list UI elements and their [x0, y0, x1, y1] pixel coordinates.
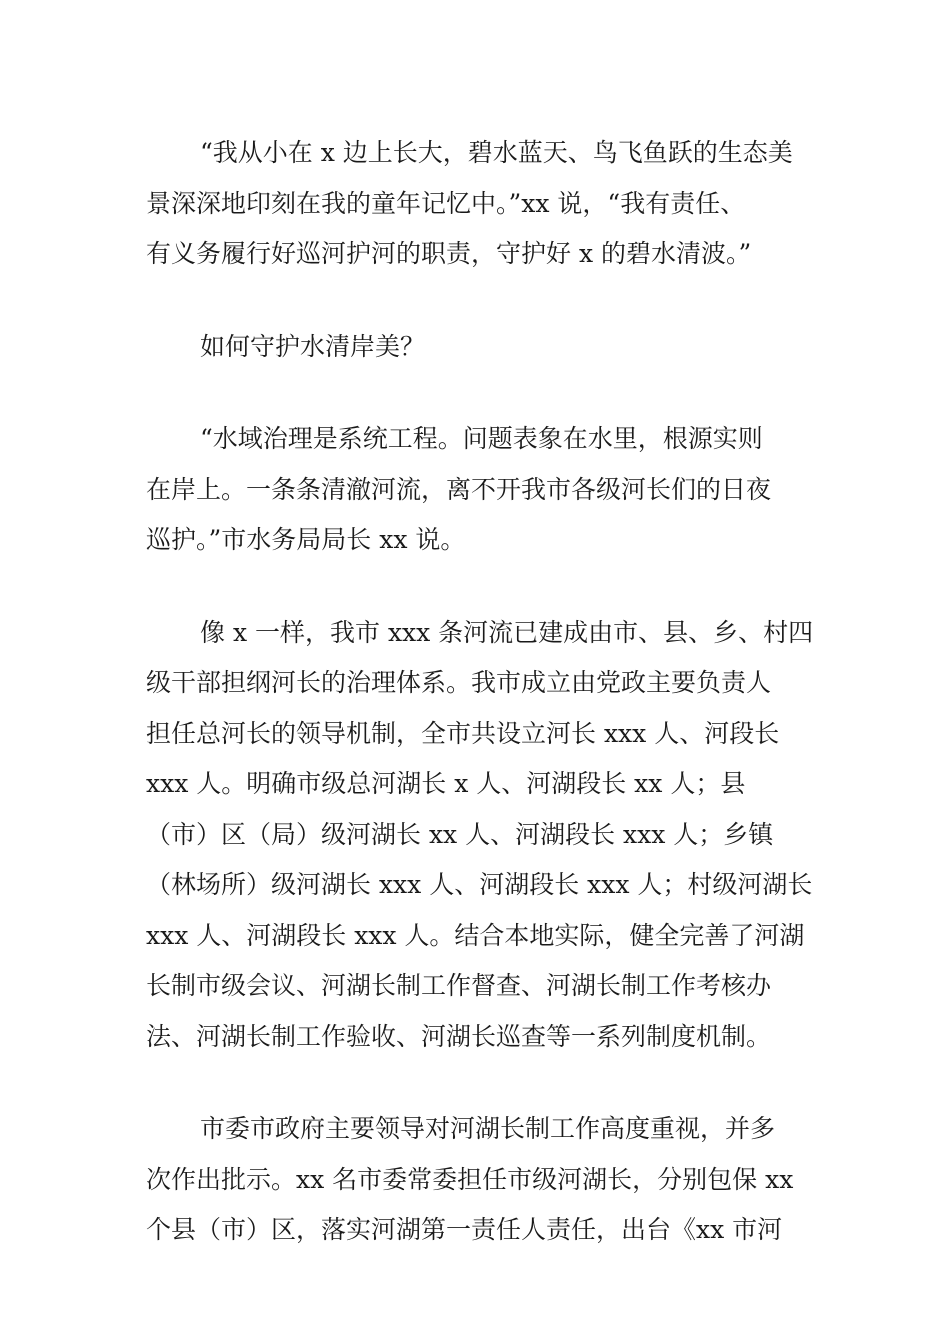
text-line: 级干部担纲河长的治理体系。我市成立由党政主要负责人 [146, 668, 772, 697]
text-line: 市委市政府主要领导对河湖长制工作高度重视，并多 [200, 1114, 776, 1143]
text-line: （市）区（局）级河湖长 xx 人、河湖段长 xxx 人；乡镇 [146, 819, 774, 849]
paragraph-3 [146, 414, 806, 566]
text-line: 巡护。”市水务局局长 xx 说。 [146, 525, 466, 554]
paragraph-4 [146, 608, 814, 1063]
text-line: 担任总河长的领导机制，全市共设立河长 xxx 人、河段长 [146, 718, 780, 748]
paragraph-1 [146, 128, 806, 280]
text-line: “我从小在 x 边上长大，碧水蓝天、鸟飞鱼跃的生态美 [200, 138, 793, 167]
text-line: 有义务履行好巡河护河的职责，守护好 x 的碧水清波。” [146, 239, 752, 268]
text-line: 如何守护水清岸美？ [200, 331, 426, 361]
text-line: 次作出批示。xx 名市委常委担任市级河湖长，分别包保 xx [146, 1164, 794, 1194]
text-line: “水域治理是系统工程。问题表象在水里，根源实则 [200, 424, 763, 453]
text-line: xxx 人。明确市级总河湖长 x 人、河湖段长 xx 人；县 [146, 769, 746, 798]
text-line: 长制市级会议、河湖长制工作督查、河湖长制工作考核办 [146, 971, 772, 1000]
paragraph-2 [146, 322, 806, 373]
text-line: xxx 人、河湖段长 xxx 人。结合本地实际，健全完善了河湖 [146, 920, 805, 950]
text-line: 在岸上。一条条清澈河流，离不开我市各级河长们的日夜 [146, 474, 772, 504]
text-line: （林场所）级河湖长 xxx 人、河湖段长 xxx 人；村级河湖长 [146, 870, 813, 899]
text-line: 景深深地印刻在我的童年记忆中。”xx 说，“我有责任、 [146, 188, 746, 218]
text-line: 像 x 一样，我市 xxx 条河流已建成由市、县、乡、村四 [200, 617, 814, 647]
text-line: 法、河湖长制工作验收、河湖长巡查等一系列制度机制。 [146, 1021, 772, 1051]
document-body [146, 128, 814, 1298]
paragraph-5 [146, 1104, 806, 1256]
text-line: 个县（市）区，落实河湖第一责任人责任，出台《xx 市河 [146, 1215, 783, 1244]
